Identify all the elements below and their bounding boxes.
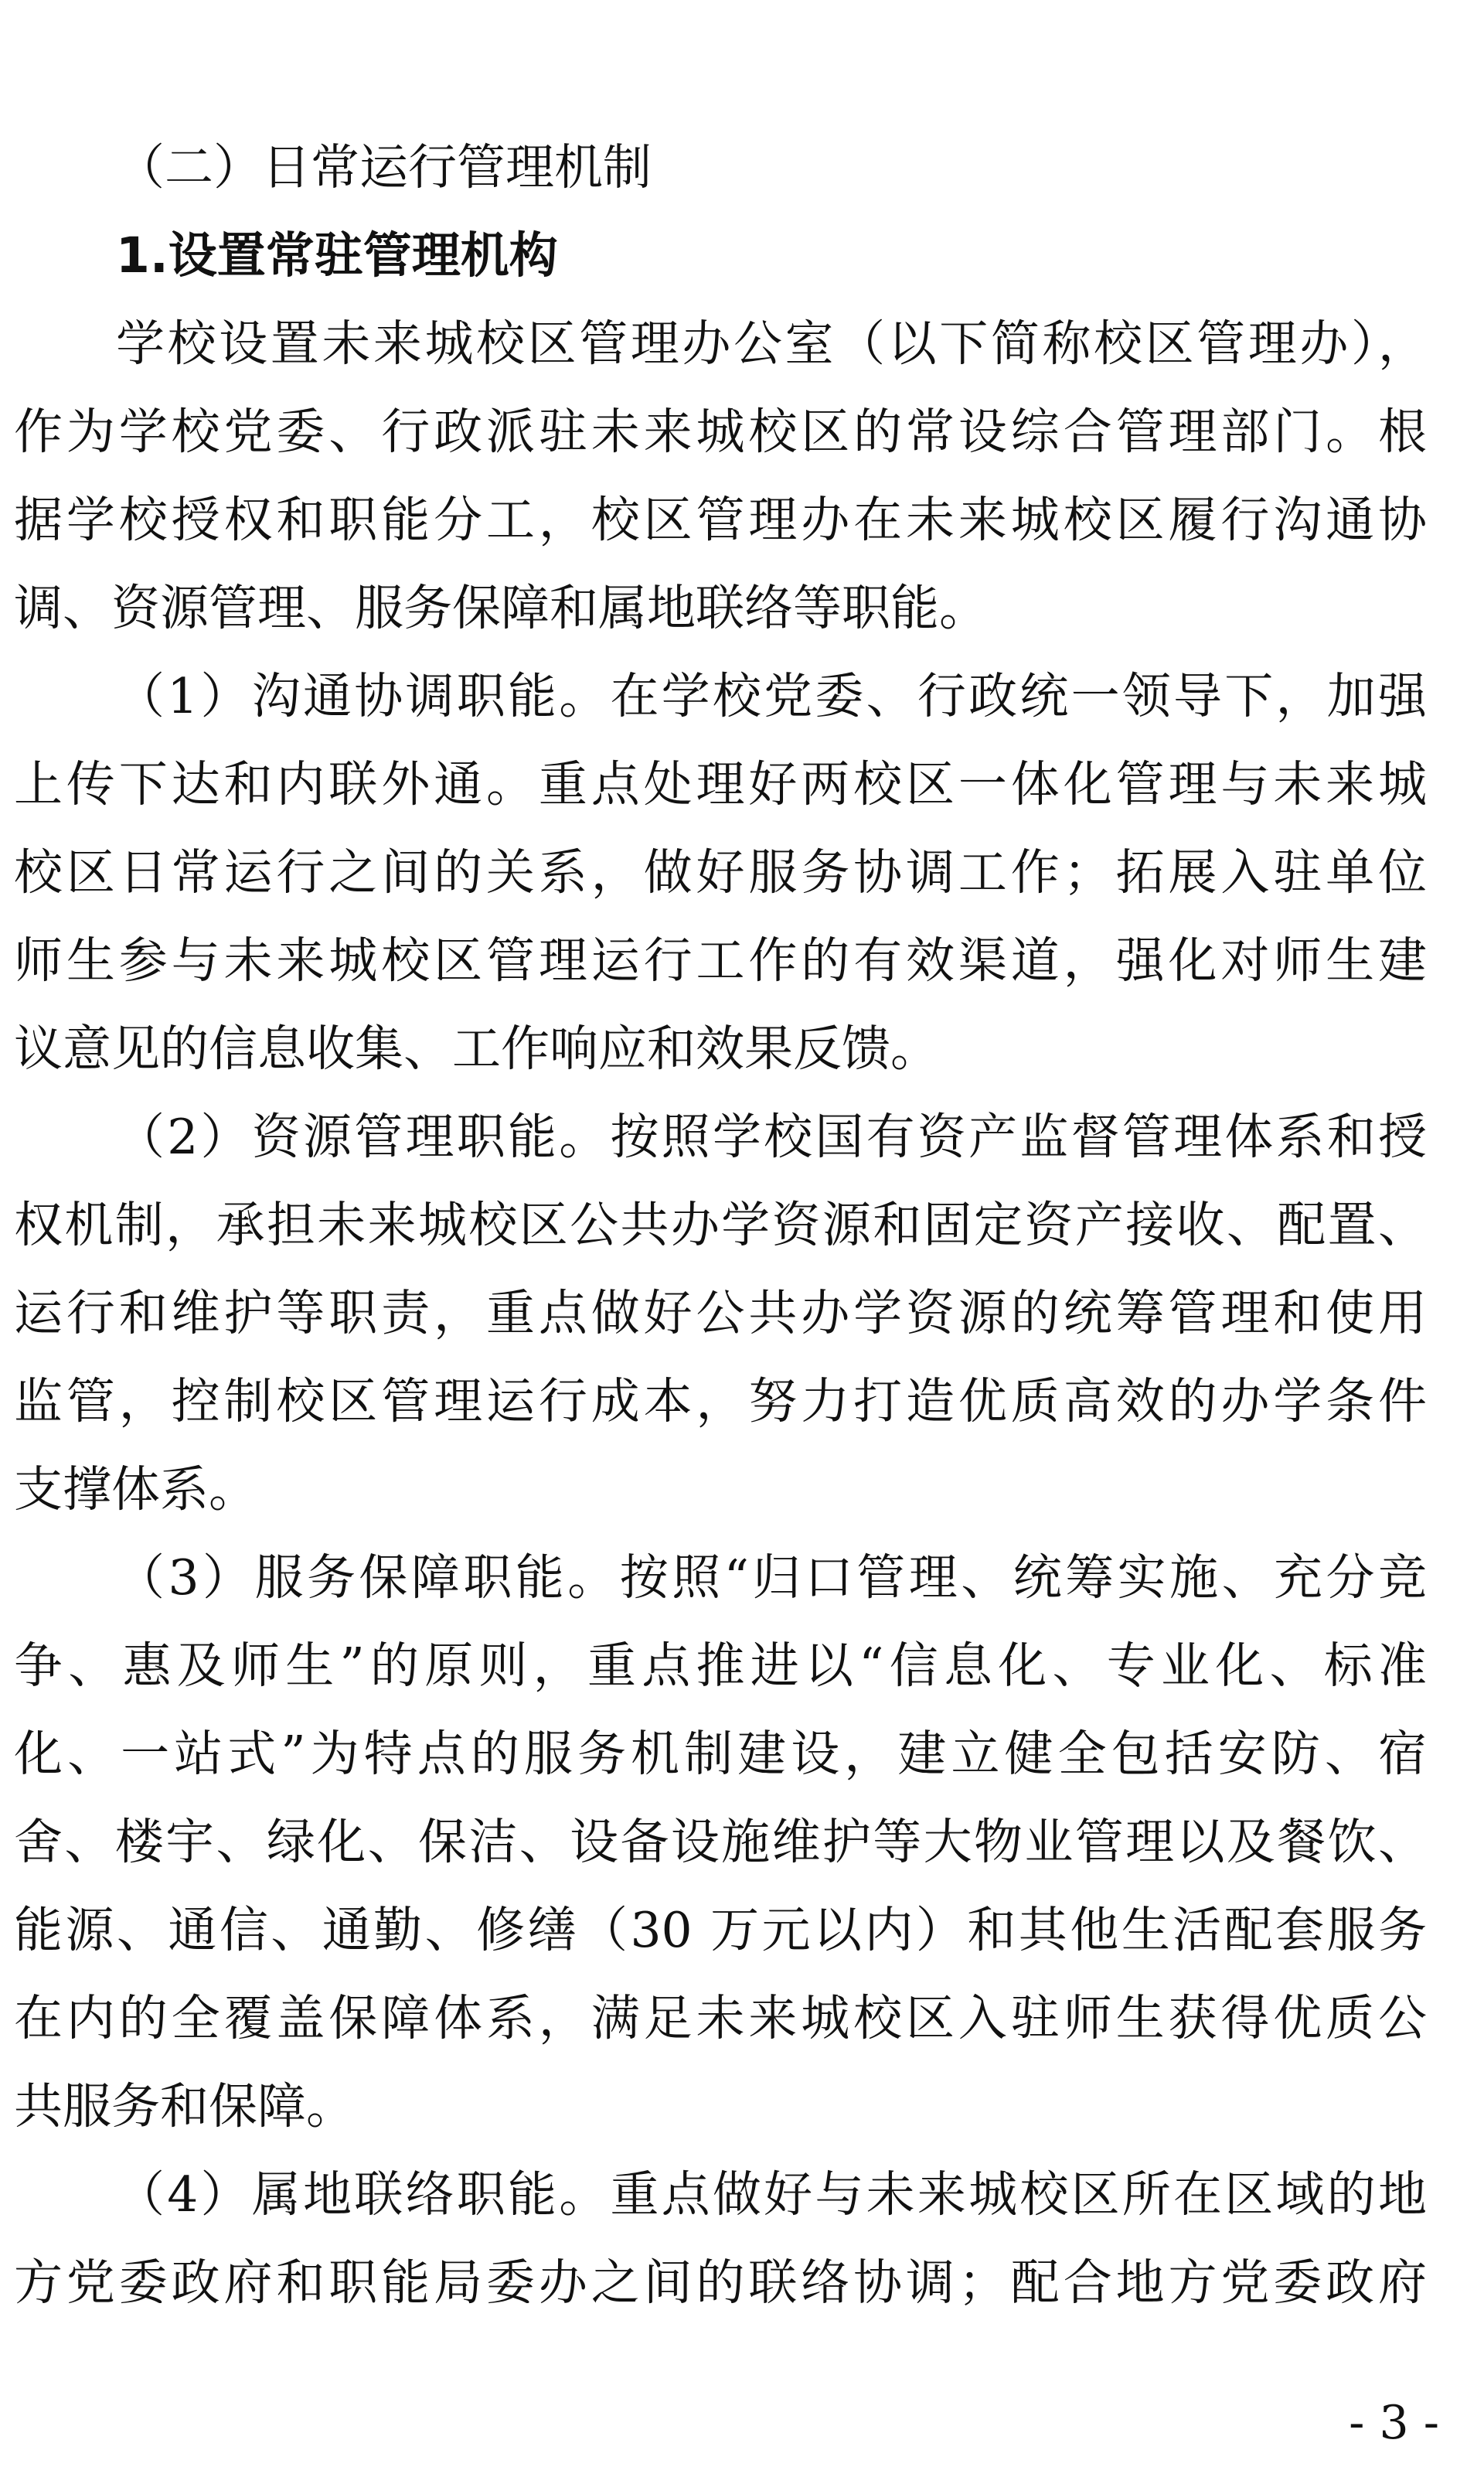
paragraph-line: 上传下达和内联外通。重点处理好两校区一体化管理与未来城: [14, 756, 1427, 813]
paragraph-5: [14, 2151, 1427, 2327]
paragraph-line: 能源、通信、通勤、修缮（30 万元以内）和其他生活配套服务: [14, 1902, 1427, 1958]
paragraph-1: [14, 300, 1427, 653]
paragraph-line: 权机制，承担未来城校区公共办学资源和固定资产接收、配置、: [14, 1197, 1427, 1253]
paragraph-line: 在内的全覆盖保障体系，满足未来城校区入驻师生获得优质公: [14, 1990, 1427, 2046]
paragraph-line: 舍、楼宇、绿化、保洁、设备设施维护等大物业管理以及餐饮、: [14, 1814, 1427, 1870]
paragraph-line: 争、惠及师生”的原则，重点推进以“信息化、专业化、标准: [14, 1637, 1427, 1694]
paragraph-line: （1）沟通协调职能。在学校党委、行政统一领导下，加强: [116, 668, 1427, 724]
paragraph-line: （2）资源管理职能。按照学校国有资产监督管理体系和授: [116, 1109, 1427, 1165]
page-number: - 3 -: [1349, 2396, 1439, 2450]
paragraph-2: [14, 653, 1427, 1093]
paragraph-line: 作为学校党委、行政派驻未来城校区的常设综合管理部门。根: [14, 404, 1427, 460]
paragraph-4: [14, 1534, 1427, 2151]
paragraph-line: 学校设置未来城校区管理办公室（以下简称校区管理办），: [116, 315, 1427, 372]
paragraph-3: [14, 1093, 1427, 1534]
paragraph-line: 师生参与未来城校区管理运行工作的有效渠道，强化对师生建: [14, 932, 1427, 989]
paragraph-line: 据学校授权和职能分工，校区管理办在未来城校区履行沟通协: [14, 492, 1427, 548]
paragraph-line: （4）属地联络职能。重点做好与未来城校区所在区域的地: [116, 2166, 1427, 2223]
paragraph-line: （3）服务保障职能。按照“归口管理、统筹实施、充分竞: [116, 1549, 1427, 1606]
paragraph-line: 运行和维护等职责，重点做好公共办学资源的统筹管理和使用: [14, 1285, 1427, 1341]
paragraph-line: 监管，控制校区管理运行成本，努力打造优质高效的办学条件: [14, 1373, 1427, 1429]
paragraph-line: 方党委政府和职能局委办之间的联络协调；配合地方党委政府: [14, 2254, 1427, 2311]
paragraph-line: 校区日常运行之间的关系，做好服务协调工作；拓展入驻单位: [14, 844, 1427, 901]
paragraph-line: 共服务和保障。: [14, 2078, 355, 2135]
paragraph-line: 化、一站式”为特点的服务机制建设，建立健全包括安防、宿: [14, 1726, 1427, 1782]
paragraph-line: 议意见的信息收集、工作响应和效果反馈。: [14, 1021, 939, 1077]
paragraph-line: 支撑体系。: [14, 1461, 257, 1518]
paragraph-line: 调、资源管理、服务保障和属地联络等职能。: [14, 580, 988, 636]
section-heading: （二）日常运行管理机制: [116, 139, 652, 196]
subheading: 1.设置常驻管理机构: [116, 227, 558, 284]
